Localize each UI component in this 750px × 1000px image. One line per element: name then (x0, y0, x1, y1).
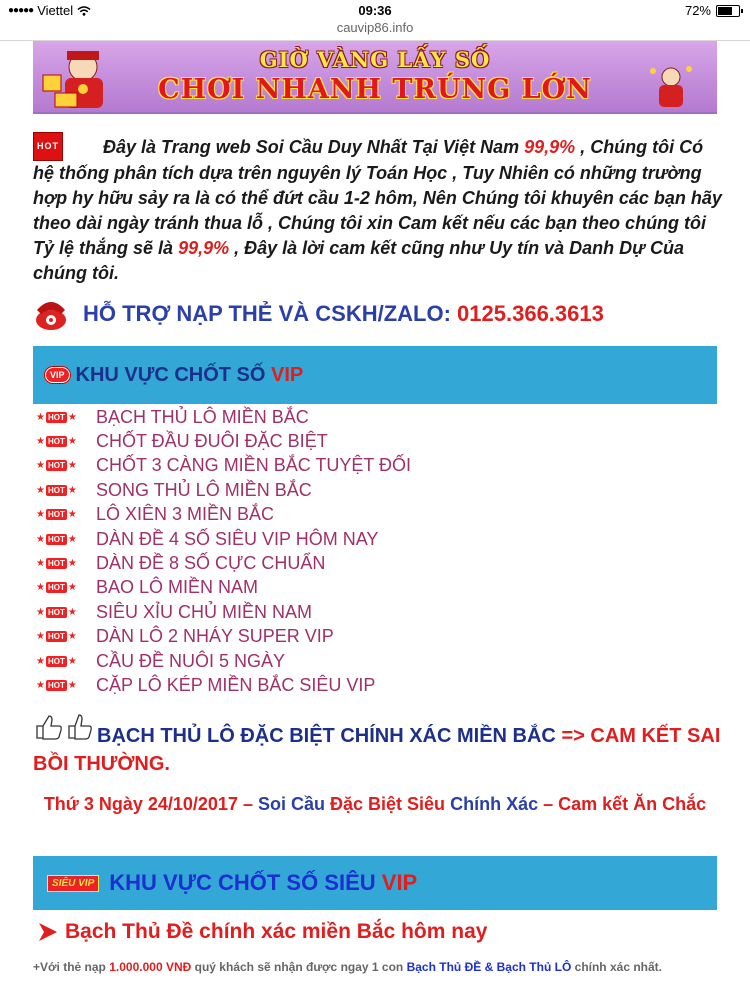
vip-link-9[interactable]: DÀN LÔ 2 NHÁY SUPER VIP (96, 626, 334, 647)
vip-section-header (33, 346, 717, 404)
bachthu-guarantee: => CAM KẾT SAI BỒI THƯỜNG. (33, 725, 721, 775)
list-item (36, 551, 716, 575)
vip-link-10[interactable]: CẦU ĐỀ NUÔI 5 NGÀY (96, 650, 286, 671)
list-item (36, 600, 716, 624)
list-item (36, 405, 716, 429)
super-vip-icon: SIÊU VIP (47, 875, 99, 892)
note-amp: & (484, 960, 494, 974)
bachthu-promo (33, 712, 723, 778)
hot-badge-icon: ★ HOT ★ (36, 460, 77, 472)
url-bar[interactable]: cauvip86.info (336, 20, 414, 35)
vip-list (36, 405, 716, 698)
header-banner[interactable] (33, 41, 717, 114)
note-text-2: quý khách sẽ nhận được ngay 1 con (194, 960, 404, 974)
hot-badge-icon: ★ HOT ★ (36, 533, 77, 545)
banner-title-main: CHƠI NHANH TRÚNG LỚN (158, 74, 592, 105)
vip-link-5[interactable]: DÀN ĐỀ 4 SỐ SIÊU VIP HÔM NAY (96, 528, 379, 549)
vip-link-3[interactable]: SONG THỦ LÔ MIỀN BẮC (96, 479, 312, 500)
signal-icon: ●●●●● (8, 5, 34, 16)
super-vip-section-title-text: KHU VỰC CHỐT SỐ SIÊU (109, 870, 376, 895)
note-amount: 1.000.000 VNĐ (109, 960, 192, 974)
list-item (36, 673, 716, 697)
thumbs-up-icon (33, 712, 93, 742)
list-item (36, 649, 716, 673)
battery-icon (716, 5, 740, 17)
battery-percent: 72% (684, 3, 711, 18)
vip-link-2[interactable]: CHỐT 3 CÀNG MIỀN BẮC TUYỆT ĐỐI (96, 455, 412, 476)
arrow-right-icon (37, 921, 59, 943)
vip-link-4[interactable]: LÔ XIÊN 3 MIỀN BẮC (96, 504, 275, 525)
hot-badge-icon: ★ HOT ★ (36, 582, 77, 594)
status-time: 09:36 (358, 3, 392, 18)
vip-link-7[interactable]: BAO LÔ MIỀN NAM (96, 577, 259, 598)
god-of-wealth-small-icon (647, 63, 695, 109)
vip-section-title (76, 364, 304, 387)
deposit-note (33, 960, 723, 974)
support-label (83, 301, 604, 327)
intro-text-2: , Chúng tôi Có hệ thống phân tích dựa trên nguyên lý Toán Học , Tuy Nhiên có những trường hợp hy hữu sảy ra là có thể đứt cầu 1-2 hôm, Nên Chúng tôi khuyên các bạn hãy theo dài ngày tránh thua lỗ , Chúng tôi xin Cam kết nếu các bạn theo chúng tôi Tỷ lệ thắng sẽ là (33, 137, 722, 258)
list-item (36, 429, 716, 453)
banner-title-top: GIỜ VÀNG LẤY SỐ (259, 47, 491, 72)
date-part-5: – Cam kết Ăn Chắc (543, 794, 707, 814)
intro-paragraph (33, 132, 723, 286)
intro-percent-2: 99,9% (178, 238, 230, 258)
telephone-icon (33, 296, 69, 332)
date-part-2: Soi Cầu (257, 794, 325, 814)
vip-link-6[interactable]: DÀN ĐỀ 8 SỐ CỰC CHUẨN (96, 553, 326, 574)
hot-badge-icon: ★ HOT ★ (36, 484, 77, 496)
vip-link-1[interactable]: CHỐT ĐẦU ĐUÔI ĐẶC BIỆT (96, 431, 328, 452)
note-text-1: +Với thẻ nạp (33, 960, 106, 974)
status-right (685, 3, 740, 18)
support-line (33, 294, 723, 334)
hot-tag-icon: HOT (33, 132, 63, 161)
date-part-3: Đặc Biệt Siêu (330, 794, 446, 814)
intro-percent-1: 99,9% (524, 137, 576, 157)
hot-badge-icon: ★ HOT ★ (36, 679, 77, 691)
hot-badge-icon: ★ HOT ★ (36, 558, 77, 570)
bachthu-main: BẠCH THỦ LÔ ĐẶC BIỆT CHÍNH XÁC MIỀN BẮC (97, 725, 556, 747)
hot-badge-icon: ★ HOT ★ (36, 411, 77, 423)
note-de: Bạch Thủ ĐỀ (406, 960, 482, 974)
support-phone-link[interactable]: 0125.366.3613 (457, 301, 604, 326)
vip-link-0[interactable]: BẠCH THỦ LÔ MIỀN BẮC (96, 406, 309, 427)
hot-badge-icon: ★ HOT ★ (36, 606, 77, 618)
intro-text-3: , Đây là lời cam kết cũng như Uy tín và Danh Dự Của chúng tôi. (33, 238, 685, 283)
vip-icon: VIP (45, 367, 70, 383)
vip-section-title-red: VIP (271, 363, 304, 386)
list-item (36, 625, 716, 649)
super-vip-section-title-red: VIP (381, 870, 418, 895)
list-item (36, 503, 716, 527)
date-part-4: Chính Xác (450, 794, 539, 814)
hot-badge-icon: ★ HOT ★ (36, 436, 77, 448)
hot-badge-icon: ★ HOT ★ (36, 509, 77, 521)
bachthu-de-heading (37, 920, 487, 944)
bachthu-de-text: Bạch Thủ Đề chính xác miền Bắc hôm nay (65, 920, 488, 943)
list-item (36, 478, 716, 502)
note-lo: Bạch Thủ LÔ (496, 960, 572, 974)
super-vip-section-header (33, 856, 717, 910)
support-label-text: HỖ TRỢ NẠP THẺ VÀ CSKH/ZALO: (83, 301, 451, 326)
list-item (36, 576, 716, 600)
list-item (36, 527, 716, 551)
date-headline (33, 790, 717, 818)
vip-link-8[interactable]: SIÊU XỈU CHỦ MIỀN NAM (96, 601, 313, 622)
vip-link-11[interactable]: CẶP LÔ KÉP MIỀN BẮC SIÊU VIP (96, 674, 376, 695)
status-bar (0, 0, 750, 20)
bachthu-text (33, 722, 723, 778)
list-item (36, 454, 716, 478)
hot-badge-icon: ★ HOT ★ (36, 631, 77, 643)
hot-badge-icon: ★ HOT ★ (36, 655, 77, 667)
intro-text-1: Đây là Trang web Soi Cầu Duy Nhất Tại Việt Nam (103, 137, 520, 157)
date-part-1: Thứ 3 Ngày 24/10/2017 – (43, 794, 253, 814)
vip-section-title-text: KHU VỰC CHỐT SỐ (75, 363, 266, 386)
super-vip-section-title (109, 870, 417, 896)
carrier-label: Viettel (37, 3, 74, 18)
note-text-3: chính xác nhất. (574, 960, 662, 974)
